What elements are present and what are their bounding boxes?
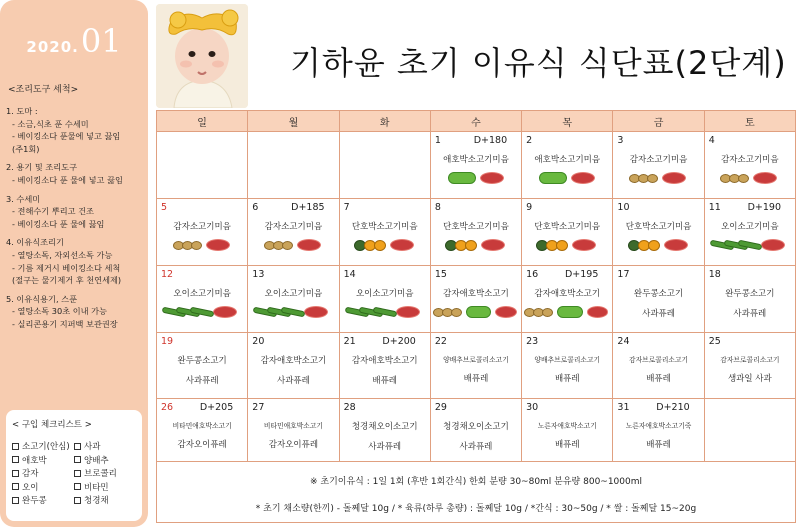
day-count-label: D+200	[382, 336, 416, 347]
pumpkin-icon	[630, 240, 660, 251]
day-number-row	[709, 135, 791, 146]
day-number-row	[435, 202, 517, 213]
checkbox-icon[interactable]	[74, 443, 81, 450]
pumpkin-icon	[447, 240, 477, 251]
day-number-row	[252, 269, 334, 280]
day-number: 17	[617, 269, 630, 280]
year-label: 2020.	[26, 38, 79, 56]
ingredient-icons	[709, 169, 791, 187]
note-line: - 베이킹소다 푼 물에 끓임	[12, 218, 105, 229]
menu-item: 청경채오이소고기	[351, 422, 418, 432]
day-number-row	[344, 402, 426, 413]
feeding-guide-line-2: * 초기 채소량(한끼) - 돌쩨달 10g / * 육류(하루 총량) : 돌쩨달 10g / *간식 : 30~50g / * 쌀 : 돌쩨달 15~20g	[255, 504, 697, 514]
ingredient-icons	[526, 169, 608, 187]
cucumber-icon	[167, 309, 209, 315]
calendar-day-cell	[613, 132, 704, 199]
day-number-row	[709, 202, 791, 213]
weekday-header: 일	[157, 111, 248, 132]
pumpkin-icon	[356, 240, 386, 251]
menu-item: 감자소고기미음	[264, 222, 323, 232]
checklist-item-label: 애호박	[22, 455, 47, 466]
day-number: 14	[343, 269, 356, 280]
note-heading: 4. 이유식조리기	[6, 237, 64, 248]
calendar-day-cell	[339, 399, 430, 465]
calendar-day-cell	[704, 266, 795, 333]
menu-item: 단호박소고기미음	[625, 222, 692, 232]
day-number-row	[526, 202, 608, 213]
day-number-row	[435, 269, 517, 280]
weekday-header: 토	[704, 111, 795, 132]
zucchini-icon	[466, 306, 491, 318]
checkbox-icon[interactable]	[12, 497, 19, 504]
side-dish: 배퓨레	[646, 374, 671, 384]
beef-icon	[396, 306, 420, 318]
day-number: 5	[161, 202, 168, 213]
day-count-label: D+205	[199, 402, 234, 413]
year-month-heading	[6, 8, 142, 68]
beef-icon	[761, 239, 785, 251]
note-line: (절구는 물기제거 후 천연세제)	[12, 275, 122, 286]
calendar-day-cell	[157, 333, 248, 399]
calendar-day-cell	[248, 333, 339, 399]
checklist-item-label: 비타민	[84, 482, 109, 493]
weekday-header: 화	[339, 111, 430, 132]
note-line: - 베이킹소다 푼물에 넣고 끓임	[12, 131, 121, 142]
day-number-row	[435, 402, 517, 413]
potato-icon	[175, 241, 202, 250]
side-dish: 사과퓨레	[185, 376, 219, 386]
note-heading: 5. 이유식용기, 스푼	[6, 293, 77, 304]
ingredient-icons	[617, 169, 699, 187]
checklist-title: < 구입 체크리스트 >	[12, 420, 92, 430]
meal-calendar	[156, 110, 796, 465]
checkbox-icon[interactable]	[12, 443, 19, 450]
beef-icon	[753, 172, 777, 184]
calendar-day-cell	[704, 333, 795, 399]
calendar-day-cell	[704, 399, 795, 465]
calendar-day-cell	[157, 199, 248, 266]
side-dish: 배퓨레	[646, 440, 671, 450]
menu-item: 감자애호박소고기	[443, 289, 509, 299]
checklist-item-label: 완두콩	[22, 496, 47, 506]
feeding-guide-line-1: ※ 초기이유식 : 1일 1회 (후반 1회간식) 한회 분량 30~80ml 분유량 800~1000ml	[309, 477, 643, 487]
day-number: 31	[617, 402, 630, 413]
note-line: - 기름 제거시 베이킹소다 세척	[12, 262, 121, 273]
day-number-row	[435, 336, 517, 347]
checklist-item[interactable]	[12, 494, 74, 506]
checklist-item-label: 청경채	[84, 496, 109, 506]
menu-item: 오이소고기미음	[721, 222, 779, 232]
calendar-day-cell	[613, 199, 704, 266]
menu-item: 양배추브로콜리소고기	[443, 356, 509, 364]
beef-icon	[662, 172, 686, 184]
ingredient-icons	[435, 236, 517, 254]
checklist-item-label: 사과	[84, 442, 101, 452]
day-number-row	[344, 269, 426, 280]
ingredient-icons	[161, 236, 243, 254]
menu-item: 감자브로콜리소고기	[720, 356, 780, 364]
day-count-label: D+185	[291, 202, 325, 213]
ingredient-icons	[617, 236, 699, 254]
calendar-day-cell	[613, 333, 704, 399]
calendar-week-row	[157, 132, 796, 199]
calendar-week-row	[157, 266, 796, 333]
checkbox-icon[interactable]	[74, 497, 81, 504]
calendar-day-cell	[248, 266, 339, 333]
day-number-row	[161, 269, 243, 280]
sidebar	[0, 0, 148, 527]
day-count-label: D+190	[747, 202, 781, 213]
beef-icon	[571, 172, 595, 184]
calendar-day-cell	[522, 199, 613, 266]
note-heading: 1. 도마 :	[6, 106, 38, 116]
day-number-row	[526, 135, 608, 146]
checklist-item[interactable]	[74, 440, 136, 452]
note-line: - 열탕소독 30초 이내 가능	[12, 306, 107, 317]
checklist-item-label: 감자	[22, 469, 39, 479]
day-number: 22	[434, 336, 447, 347]
ingredient-icons	[252, 303, 334, 321]
zucchini-icon	[557, 306, 582, 318]
day-number: 21	[343, 336, 356, 347]
ingredient-icons	[161, 303, 243, 321]
potato-icon	[266, 241, 293, 250]
purchase-checklist	[6, 410, 142, 521]
day-number-row	[344, 336, 426, 347]
day-number: 2	[526, 135, 533, 146]
day-number-row	[709, 269, 791, 280]
note-heading: 3. 수세미	[6, 193, 41, 204]
checklist-item[interactable]	[74, 454, 136, 466]
day-number: 13	[252, 269, 265, 280]
weekday-header: 수	[430, 111, 521, 132]
side-dish: 배퓨레	[463, 374, 489, 384]
checklist-item-label: 오이	[22, 482, 39, 493]
day-number-row	[252, 336, 334, 347]
day-count-label: D+180	[473, 135, 508, 146]
checklist-item-label: 브로콜리	[84, 469, 117, 479]
day-number: 28	[343, 402, 356, 413]
day-number-row	[435, 135, 517, 146]
checklist-item[interactable]	[74, 494, 136, 506]
side-dish: 배퓨레	[554, 440, 580, 450]
side-dish: 감자오이퓨레	[268, 440, 319, 450]
calendar-day-cell	[430, 199, 521, 266]
menu-item: 오이소고기미음	[173, 289, 231, 299]
day-count-label: D+210	[656, 402, 690, 413]
menu-item: 완두콩소고기	[177, 356, 227, 366]
calendar-day-cell	[613, 266, 704, 333]
note-heading: 2. 용기 및 조리도구	[6, 162, 77, 173]
calendar-week-row	[157, 199, 796, 266]
calendar-day-cell	[248, 399, 339, 465]
day-number-row	[526, 269, 608, 280]
menu-item: 감자애호박소고기	[260, 356, 327, 366]
menu-item: 단호박소고기미음	[351, 222, 418, 232]
side-dish: 사과퓨레	[368, 442, 402, 452]
menu-item: 비타민애호박소고기	[172, 422, 232, 430]
ingredient-icons	[435, 303, 517, 321]
day-number-row	[617, 402, 699, 413]
menu-item: 단호박소고기미음	[534, 222, 601, 232]
calendar-day-cell	[157, 399, 248, 465]
day-number: 9	[526, 202, 533, 213]
beef-icon	[572, 239, 596, 251]
menu-item: 감자애호박소고기	[351, 356, 418, 366]
checkbox-icon[interactable]	[74, 483, 81, 490]
beef-icon	[297, 239, 321, 251]
ingredient-icons	[252, 236, 334, 254]
day-number-row	[252, 202, 334, 213]
day-number-row	[161, 202, 243, 213]
weekday-header: 월	[248, 111, 339, 132]
calendar-day-cell	[704, 132, 795, 199]
checklist-item[interactable]	[12, 481, 74, 493]
page-title: 기하윤 초기 이유식 식단표(2단계)	[290, 44, 787, 82]
note-line: - 실리콘용기 지퍼백 보관권장	[12, 318, 118, 329]
beef-icon	[390, 239, 414, 251]
sterilize-section-title: <조리도구 세척>	[8, 85, 79, 95]
menu-item: 감자브로콜리소고기	[629, 356, 689, 364]
menu-item: 청경채오이소고기	[443, 422, 509, 432]
day-number-row	[344, 202, 426, 213]
menu-item: 감자소고기미음	[173, 222, 231, 232]
ingredient-icons	[526, 303, 608, 321]
day-number: 26	[161, 402, 174, 413]
day-number-row	[252, 402, 334, 413]
day-number: 25	[708, 336, 721, 347]
day-number: 15	[434, 269, 447, 280]
menu-item: 감자소고기미음	[629, 155, 688, 165]
calendar-day-cell	[430, 266, 521, 333]
menu-item: 비타민애호박소고기	[263, 422, 323, 430]
calendar-day-cell	[157, 266, 248, 333]
calendar-day-cell	[522, 333, 613, 399]
ingredient-icons	[526, 236, 608, 254]
calendar-day-cell	[430, 333, 521, 399]
beef-icon	[213, 306, 237, 318]
checklist-item[interactable]	[12, 467, 74, 479]
checklist-item-label: 양배추	[84, 455, 109, 466]
month-label: 01	[80, 22, 122, 60]
menu-item: 오이소고기미음	[355, 289, 414, 299]
side-dish: 감자오이퓨레	[177, 440, 227, 450]
calendar-day-cell	[339, 199, 430, 266]
calendar-day-cell	[248, 132, 339, 199]
calendar-day-cell	[157, 132, 248, 199]
day-number-row	[617, 202, 699, 213]
calendar-week-row	[157, 399, 796, 465]
checkbox-icon[interactable]	[74, 470, 81, 477]
day-number: 10	[617, 202, 630, 213]
day-number-row	[526, 402, 608, 413]
note-line: - 소금,식초 푼 수세미	[12, 118, 89, 129]
side-dish: 사과퓨레	[733, 309, 767, 319]
side-dish: 생과일 사과	[727, 374, 772, 384]
checklist-item[interactable]	[74, 467, 136, 479]
beef-icon	[495, 306, 517, 318]
note-line: - 베이킹소다 푼 물에 넣고 끓임	[12, 174, 123, 185]
day-number: 1	[434, 135, 441, 146]
calendar-day-cell	[522, 399, 613, 465]
pumpkin-icon	[538, 240, 568, 251]
day-number-row	[617, 135, 699, 146]
calendar-day-cell	[522, 132, 613, 199]
day-number: 20	[252, 336, 265, 347]
menu-item: 감자애호박소고기	[534, 289, 601, 299]
cucumber-icon	[350, 309, 392, 315]
day-number-row	[617, 336, 699, 347]
day-number: 7	[343, 202, 350, 213]
day-number: 23	[526, 336, 539, 347]
menu-item: 완두콩소고기	[725, 289, 775, 299]
calendar-day-cell	[339, 333, 430, 399]
cucumber-icon	[715, 242, 757, 248]
checkbox-icon[interactable]	[74, 456, 81, 463]
side-dish: 배퓨레	[372, 376, 398, 386]
baby-photo	[156, 4, 248, 108]
cucumber-icon	[258, 309, 300, 315]
weekday-header: 금	[613, 111, 704, 132]
day-number: 6	[252, 202, 259, 213]
menu-item: 애호박소고기미음	[534, 155, 601, 165]
calendar-day-cell	[339, 132, 430, 199]
ingredient-icons	[344, 236, 426, 254]
calendar-day-cell	[339, 266, 430, 333]
day-number: 19	[161, 336, 174, 347]
checklist-item-label: 소고기(안심)	[22, 442, 70, 452]
day-number: 11	[708, 202, 721, 213]
checklist-grid	[12, 440, 136, 506]
note-line: (주1회)	[12, 143, 40, 154]
weekday-header: 목	[522, 111, 613, 132]
day-number: 8	[434, 202, 441, 213]
day-number: 27	[252, 402, 265, 413]
ingredient-icons	[435, 169, 517, 187]
menu-item: 양배추브로콜리소고기	[534, 356, 601, 364]
ingredient-icons	[344, 303, 426, 321]
menu-item: 노른자애호박소고기	[537, 422, 597, 430]
feeding-guide	[156, 461, 796, 523]
beef-icon	[304, 306, 328, 318]
note-line: - 전해수기 뿌리고 건조	[12, 206, 94, 217]
day-number: 30	[526, 402, 539, 413]
ingredient-icons	[709, 236, 791, 254]
zucchini-icon	[539, 172, 567, 184]
potato-icon	[435, 308, 462, 317]
day-number-row	[161, 336, 243, 347]
zucchini-icon	[448, 172, 476, 184]
calendar-day-cell	[522, 266, 613, 333]
potato-icon	[722, 174, 749, 183]
day-number: 12	[161, 269, 174, 280]
note-line: - 열탕소독, 자외선소독 가능	[12, 249, 113, 260]
day-number: 18	[708, 269, 721, 280]
day-number-row	[617, 269, 699, 280]
beef-icon	[481, 239, 505, 251]
side-dish: 사과퓨레	[642, 309, 675, 319]
day-number-row	[709, 336, 791, 347]
day-number: 29	[434, 402, 447, 413]
menu-item: 애호박소고기미음	[443, 155, 509, 165]
day-number-row	[526, 336, 608, 347]
potato-icon	[526, 308, 553, 317]
calendar-day-cell	[430, 132, 521, 199]
potato-icon	[631, 174, 658, 183]
side-dish: 사과퓨레	[276, 376, 310, 386]
calendar-day-cell	[430, 399, 521, 465]
weekday-header-row	[157, 111, 796, 132]
calendar-day-cell	[248, 199, 339, 266]
checklist-item[interactable]	[12, 440, 74, 452]
checkbox-icon[interactable]	[12, 456, 19, 463]
menu-item: 오이소고기미음	[264, 289, 323, 299]
beef-icon	[480, 172, 504, 184]
checklist-item[interactable]	[74, 481, 136, 493]
menu-item: 단호박소고기미음	[443, 222, 509, 232]
checkbox-icon[interactable]	[12, 483, 19, 490]
menu-item: 노른자애호박소고기죽	[625, 422, 692, 430]
side-dish: 사과퓨레	[459, 442, 493, 452]
sterilize-notes	[6, 105, 142, 331]
menu-item: 감자소고기미음	[721, 155, 779, 165]
checklist-item[interactable]	[12, 454, 74, 466]
beef-icon	[206, 239, 230, 251]
day-number-row	[161, 402, 243, 413]
beef-icon	[587, 306, 609, 318]
beef-icon	[664, 239, 688, 251]
calendar-week-row	[157, 333, 796, 399]
checkbox-icon[interactable]	[12, 470, 19, 477]
day-number: 24	[617, 336, 630, 347]
calendar-day-cell	[613, 399, 704, 465]
day-count-label: D+195	[564, 269, 599, 280]
calendar-day-cell	[704, 199, 795, 266]
side-dish: 배퓨레	[554, 374, 580, 384]
day-number: 4	[708, 135, 715, 146]
day-number: 3	[617, 135, 624, 146]
day-number: 16	[526, 269, 539, 280]
menu-item: 완두콩소고기	[633, 289, 684, 299]
